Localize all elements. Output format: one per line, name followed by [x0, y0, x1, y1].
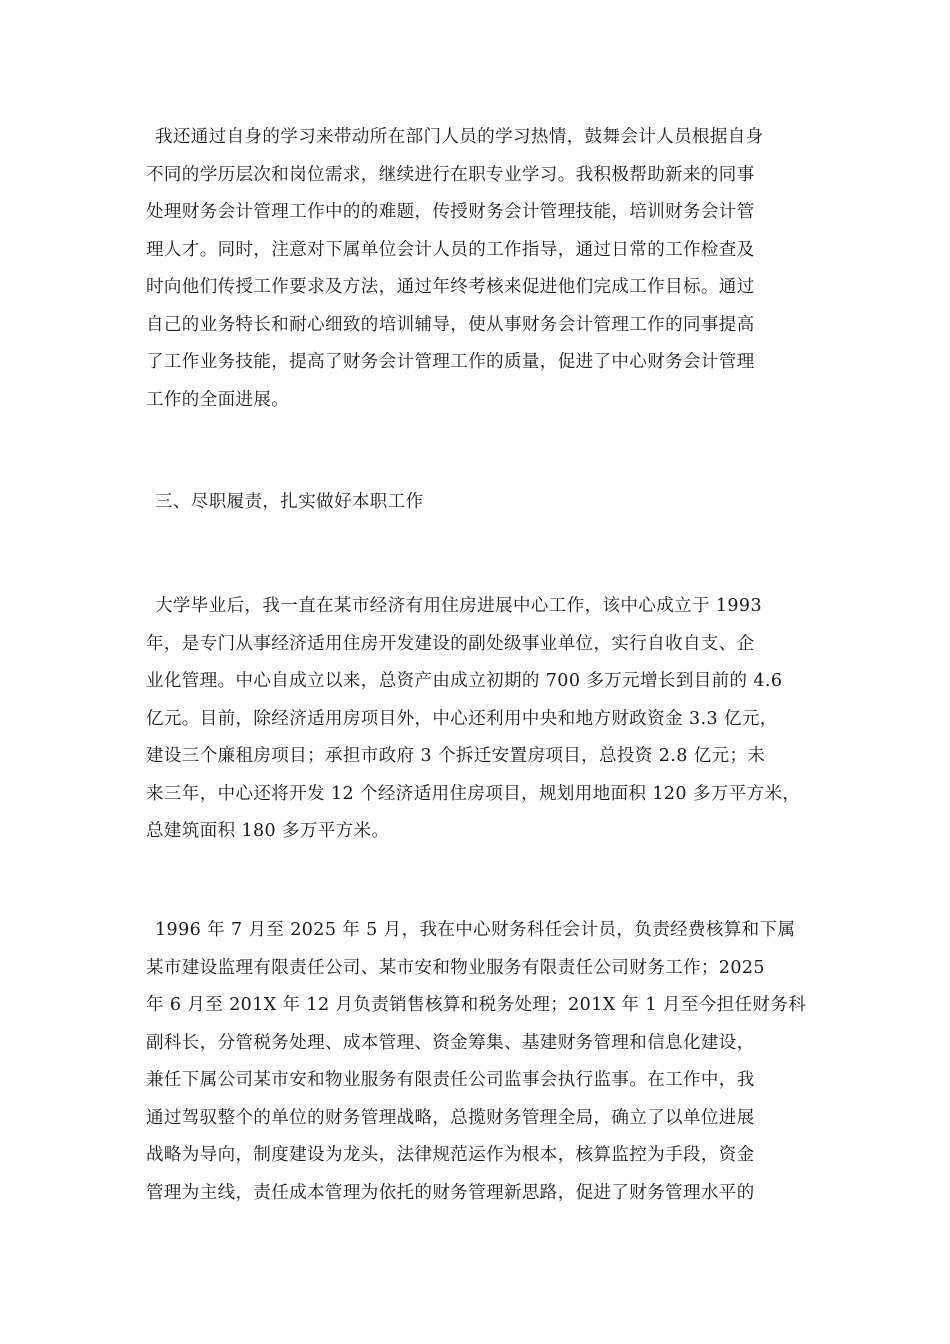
text-line: 年，是专门从事经济适用住房开发建设的副处级事业单位，实行自收自支、企 — [146, 633, 755, 654]
text-line: 业化管理。中心自成立以来，总资产由成立初期的 700 多万元增长到目前的 4.6 — [146, 671, 783, 691]
text-line: 管理为主线，责任成本管理为依托的财务管理新思路，促进了财务管理水平的 — [146, 1182, 755, 1203]
text-line: 不同的学历层次和岗位需求，继续进行在职专业学习。我积极帮助新来的同事 — [146, 164, 755, 185]
text-line: 建设三个廉租房项目；承担市政府 3 个拆迁安置房项目，总投资 2.8 亿元；未 — [146, 746, 766, 766]
paragraph-staff-training — [146, 119, 810, 419]
text-line: 工作的全面进展。 — [146, 389, 290, 410]
text-line: 处理财务会计管理工作中的的难题，传授财务会计管理技能，培训财务会计管 — [146, 202, 755, 222]
text-line: 兼任下属公司某市安和物业服务有限责任公司监事会执行监事。在工作中，我 — [146, 1070, 755, 1090]
text-line: 战略为导向，制度建设为龙头，法律规范运作为根本，核算监控为手段，资金 — [146, 1145, 755, 1165]
text-line: 年 6 月至 201X 年 12 月负责销售核算和税务处理；201X 年 1 月至今担任财务科 — [146, 995, 807, 1015]
text-line: 时向他们传授工作要求及方法，通过年终考核来促进他们完成工作目标。通过 — [146, 277, 755, 297]
text-line: 亿元。目前，除经济适用房项目外，中心还利用中央和地方财政资金 3.3 亿元， — [146, 708, 778, 729]
section-heading-text: 三、尽职履责，扎实做好本职工作 — [155, 492, 424, 512]
text-line: 某市建设监理有限责任公司、某市安和物业服务有限责任公司财务工作；2025 — [146, 957, 765, 978]
paragraph-center-overview — [146, 588, 810, 851]
text-line: 来三年，中心还将开发 12 个经济适用住房项目，规划用地面积 120 多万平方米， — [146, 783, 801, 804]
text-line: 通过驾驭整个的单位的财务管理战略，总揽财务管理全局，确立了以单位进展 — [146, 1107, 755, 1128]
text-line: 了工作业务技能，提高了财务会计管理工作的质量，促进了中心财务会计管理 — [146, 352, 755, 372]
text-line: 大学毕业后，我一直在某市经济有用住房进展中心工作，该中心成立于 1993 — [155, 596, 762, 616]
text-line: 1996 年 7 月至 2025 年 5 月，我在中心财务科任会计员，负责经费核算和下属 — [155, 920, 796, 940]
paragraph-work-history — [146, 912, 810, 1212]
text-line: 总建筑面积 180 多万平方米。 — [146, 821, 390, 841]
text-line: 我还通过自身的学习来带动所在部门人员的学习热情，鼓舞会计人员根据自身 — [155, 127, 764, 147]
text-line: 理人才。同时，注意对下属单位会计人员的工作指导，通过日常的工作检查及 — [146, 239, 755, 260]
section-heading — [146, 484, 810, 522]
text-line: 自己的业务特长和耐心细致的培训辅导，使从事财务会计管理工作的同事提高 — [146, 314, 755, 335]
text-line: 副科长，分管税务处理、成本管理、资金筹集、基建财务管理和信息化建设， — [146, 1032, 755, 1053]
